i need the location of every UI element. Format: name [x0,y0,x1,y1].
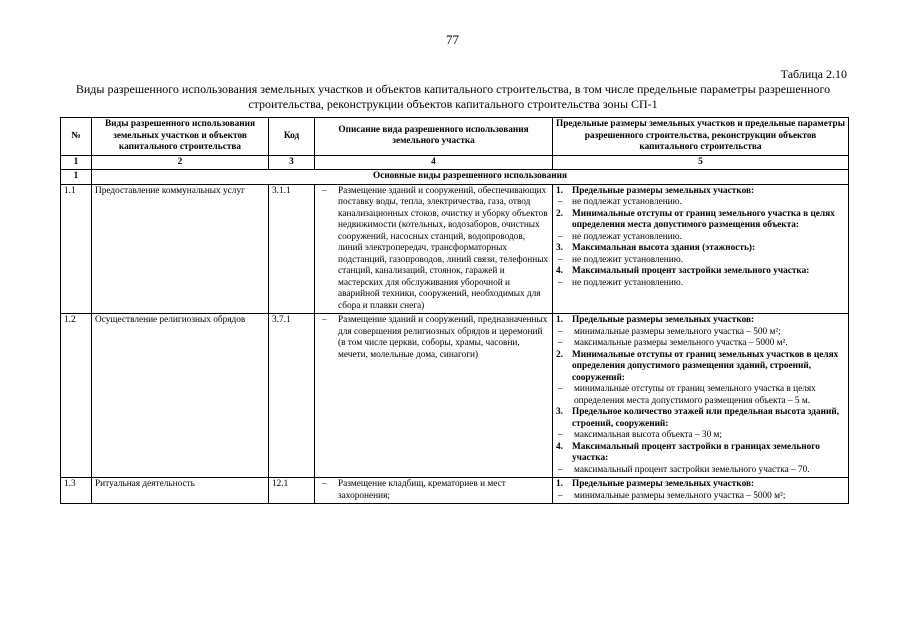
row-description [315,184,553,314]
col-number: 5 [553,155,849,170]
limit-heading: 1. Предельные размеры земельных участков: [556,479,755,489]
section-title: Основные виды разрешенного использования [92,170,849,185]
limit-value: – не подлежат установлению. [556,232,845,244]
limit-value: – не подлежат установлению. [556,197,845,209]
col-number: 1 [61,155,92,170]
page-number: 77 [446,32,459,47]
header-limits: Предельные размеры земельных участков и предельные параметры разрешенного строительства, реконструкции объектов капитального строительства [553,118,849,156]
description-item: – Размещение кладбищ, крематориев и мест захоронения; [318,479,549,502]
table-label: Таблица 2.10 [780,67,847,81]
limit-heading: 3. Максимальная высота здания (этажность): [556,243,756,253]
row-description [315,478,553,504]
description-item: – Размещение зданий и сооружений, предназначенных для совершения религиозных обрядов и церемоний (в том числе церкви, соборы, храмы, часовни, мечети, молельные дома, синагоги) [318,315,549,361]
section-num: 1 [61,170,92,185]
limit-value: – не подлежит установлению. [556,278,845,290]
column-number-row [61,155,849,170]
limit-heading: 3. Предельное количество этажей или предельная высота зданий, строений, сооружений: [556,407,840,429]
header-num: № [61,118,92,156]
row-description [315,314,553,478]
limit-heading: 2. Минимальные отступы от границ земельных участков в целях определения допустимого размещения зданий, строений, сооружений: [556,349,839,383]
limit-value: – минимальные размеры земельного участка – 5000 м²; [556,491,845,503]
row-code: 3.7.1 [269,314,315,478]
limit-value: – минимальные размеры земельного участка – 500 м²; [556,327,845,339]
row-code: 3.1.1 [269,184,315,314]
row-num: 1.1 [61,184,92,314]
limit-heading: 2. Минимальные отступы от границ земельного участка в целях определения места допустимого размещения объекта: [556,208,835,230]
row-limits [553,314,849,478]
header-use-type: Виды разрешенного использования земельных участков и объектов капитального строительства [92,118,269,156]
header-row [61,118,849,156]
table-row [61,184,849,314]
row-use-name: Осуществление религиозных обрядов [92,314,269,478]
limit-heading: 4. Максимальный процент застройки в границах земельного участка: [556,441,820,463]
row-use-name: Предоставление коммунальных услуг [92,184,269,314]
row-num: 1.2 [61,314,92,478]
row-limits [553,184,849,314]
section-row [61,170,849,185]
header-code: Код [269,118,315,156]
limit-value: – минимальные отступы от границ земельного участка в целях определения места допустимого размещения объекта – 5 м. [556,384,845,407]
limit-heading: 1. Предельные размеры земельных участков: [556,185,755,196]
table-caption: Виды разрешенного использования земельных участков и объектов капитального строительства, в том числе предельные параметры разрешенного строительства, реконструкции объектов капитального строительства зоны СП-1 [75,82,831,111]
col-number: 4 [315,155,553,170]
limit-value: – максимальные размеры земельного участка – 5000 м². [556,338,845,350]
row-code: 12.1 [269,478,315,504]
limit-heading: 1. Предельные размеры земельных участков: [556,315,755,325]
description-item: – Размещение зданий и сооружений, обеспечивающих поставку воды, тепла, электричества, газа, отвод канализационных стоков, очистку и уборку объектов недвижимости (котельных, водозаборов, очистных сооружений, насосных станций, водопроводов, линий электропередач, трансформаторных подстанций, газопроводов, линий связи, телефонных станций, канализаций, стоянок, гаражей и мастерских для обслуживания уборочной и аварийной техники, сооружений, необходимых для сбора и плавки снега) [318,186,549,313]
table-row [61,478,849,504]
row-num: 1.3 [61,478,92,504]
col-number: 2 [92,155,269,170]
row-use-name: Ритуальная деятельность [92,478,269,504]
row-limits [553,478,849,504]
limit-value: – не подлежит установлению. [556,255,845,267]
limit-heading: 4. Максимальный процент застройки земельного участка: [556,266,810,276]
land-use-table [60,117,849,504]
limit-value: – максимальный процент застройки земельного участка – 70. [556,465,845,477]
col-number: 3 [269,155,315,170]
header-description: Описание вида разрешенного использования земельного участка [315,118,553,156]
limit-value: – максимальная высота объекта – 30 м; [556,430,845,442]
table-row [61,314,849,478]
